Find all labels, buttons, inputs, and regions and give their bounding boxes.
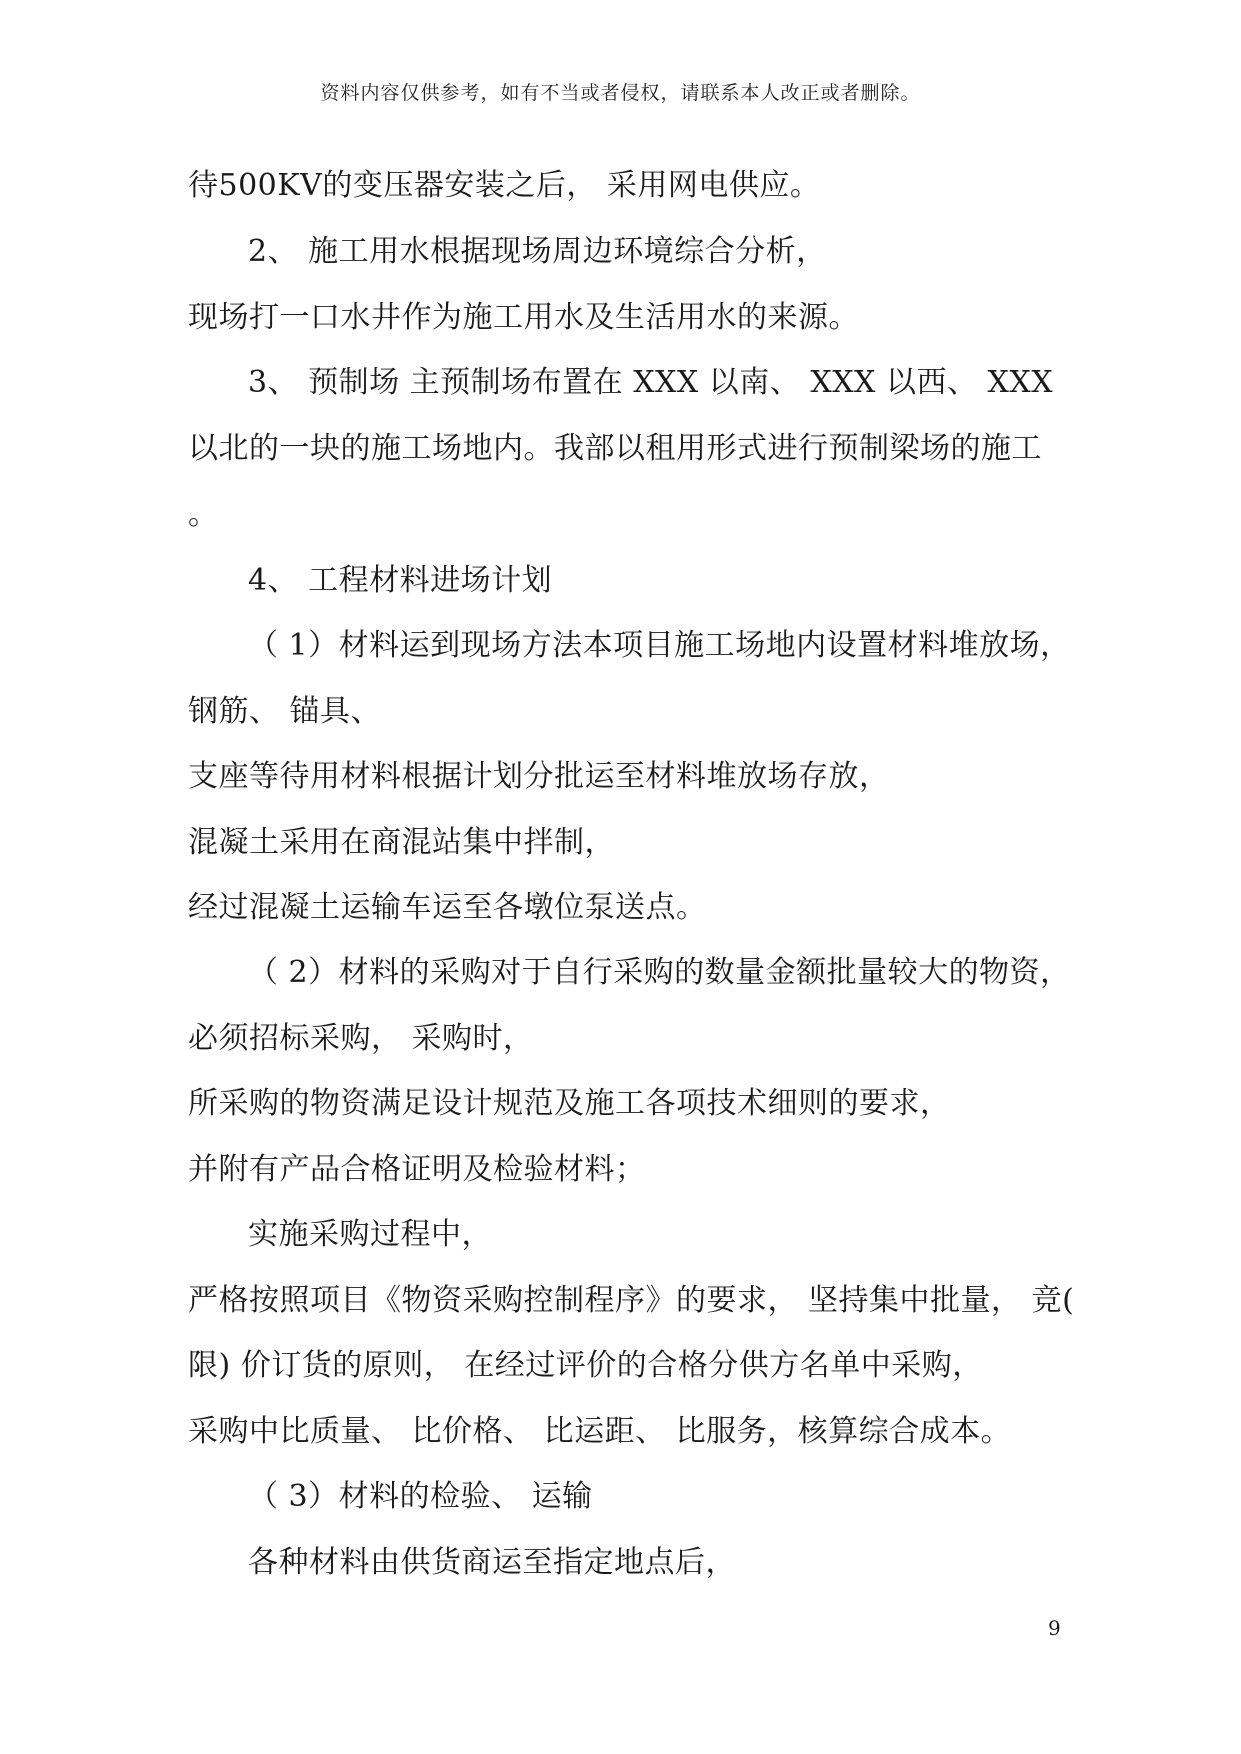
body-line: 钢筋、 锚具、 <box>188 694 382 729</box>
body-line: 严格按照项目《物资采购控制程序》的要求， 坚持集中批量， 竞( <box>188 1283 1075 1318</box>
body-line: 经过混凝土运输车运至各墩位泵送点。 <box>188 890 707 925</box>
body-line: 3、 预制场 主预制场布置在 XXX 以南、 XXX 以西、 XXX <box>248 365 1054 400</box>
body-line: 限) 价订货的原则， 在经过评价的合格分供方名单中采购， <box>188 1348 983 1383</box>
body-line: 实施采购过程中， <box>248 1217 492 1252</box>
body-line: （ 2）材料的采购对于自行采购的数量金额批量较大的物资， <box>248 955 1071 990</box>
body-line: 以北的一块的施工场地内。我部以租用形式进行预制梁场的施工 <box>188 431 1042 466</box>
page-header: 资料内容仅供参考，如有不当或者侵权，请联系本人改正或者删除。 <box>320 82 921 104</box>
body-line: 4、 工程材料进场计划 <box>248 563 553 598</box>
body-line: 现场打一口水井作为施工用水及生活用水的来源。 <box>188 300 859 335</box>
body-line: 采购中比质量、 比价格、 比运距、 比服务，核算综合成本。 <box>188 1414 1012 1449</box>
body-line: 各种材料由供货商运至指定地点后， <box>248 1545 736 1580</box>
body-line: 并附有产品合格证明及检验材料； <box>188 1152 646 1187</box>
body-line: 支座等待用材料根据计划分批运至材料堆放场存放， <box>188 759 890 794</box>
body-line: 所采购的物资满足设计规范及施工各项技术细则的要求， <box>188 1086 951 1121</box>
body-line: （ 3）材料的检验、 运输 <box>248 1479 593 1514</box>
page-number: 9 <box>1048 1616 1061 1640</box>
body-line: 待500KV的变压器安装之后， 采用网电供应。 <box>188 168 821 203</box>
body-line: 2、 施工用水根据现场周边环境综合分析， <box>248 234 827 269</box>
body-line: （ 1）材料运到现场方法本项目施工场地内设置材料堆放场， <box>248 628 1071 663</box>
body-line: 混凝土采用在商混站集中拌制， <box>188 825 615 860</box>
body-line: 必须招标采购， 采购时， <box>188 1021 534 1056</box>
body-line: 。 <box>188 497 219 532</box>
